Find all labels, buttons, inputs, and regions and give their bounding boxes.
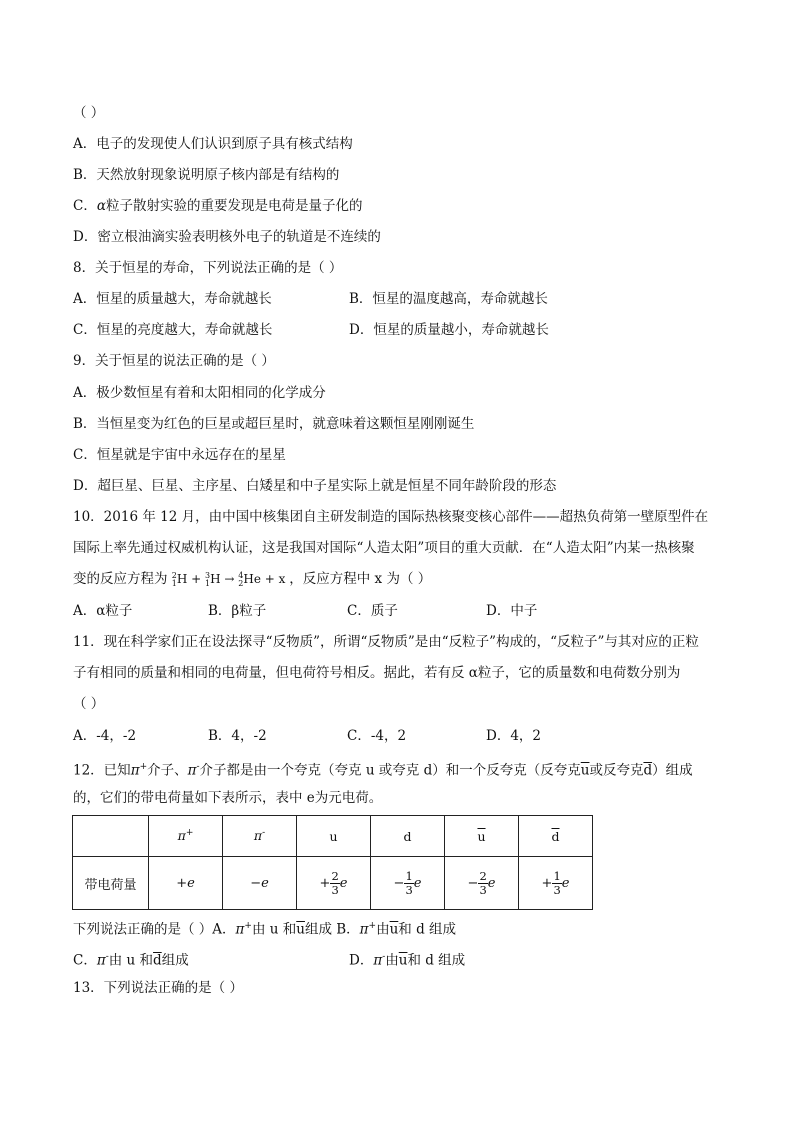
option-b: B．天然放射现象说明原子核内部是有结构的 (73, 167, 340, 183)
table-header-d-bar: $\overline{d}$ (519, 816, 593, 857)
q10-option-a: A．α粒子 (73, 603, 133, 619)
option-a: A．电子的发现使人们认识到原子具有核式结构 (73, 136, 353, 152)
table-header-row (73, 816, 593, 857)
q9-option-c: C．恒星就是宇宙中永远存在的星星 (73, 447, 286, 463)
question-11-line-1: 11．现在科学家们正在设法探寻“反物质”，所谓“反物质”是由“反粒子”构成的，“反粒子”与其对应的正粒 (73, 634, 699, 650)
helium: 4 2 He (238, 570, 261, 588)
question-11-line-2: 子有相同的质量和相同的电荷量，但电荷符号相反。据此，若有反 α粒子，它的质量数和电荷数分别为 (73, 665, 681, 681)
q9-option-d: D．超巨星、巨星、主序星、白矮星和中子星实际上就是恒星不同年龄阶段的形态 (73, 478, 557, 494)
table-header-pi-plus: π+ (149, 816, 223, 857)
table-header-u: u (297, 816, 371, 857)
q8-option-d: D．恒星的质量越小，寿命就越长 (349, 322, 549, 338)
option-c-text: 粒子散射实验的重要发现是电荷是量子化的 (105, 198, 363, 214)
question-12-line-1: 12．已知π+介子、π-介子都是由一个夸克（夸克 u 或夸克 d）和一个反夸克（反夸克$\overline{u}$或反夸克$\overline{d}$）组成 (73, 762, 693, 779)
question-12-line-2: 的，它们的带电荷量如下表所示，表中 e为元电荷。 (73, 790, 383, 806)
table-header-pi-minus: π- (223, 816, 297, 857)
table-row (73, 857, 593, 910)
q12-option-c: C．π-由 u 和$\overline{d}$组成 (73, 952, 189, 969)
charge-pi-minus: −e (223, 857, 297, 910)
question-10-line-3 (73, 570, 431, 588)
q12-option-d: D．π-由$\overline{u}$和 d 组成 (349, 952, 466, 969)
option-c-prefix: C． (73, 198, 97, 214)
question-11-line-3: （ ） (73, 696, 105, 712)
charge-pi-plus: +e (149, 857, 223, 910)
charge-table (72, 815, 593, 910)
question-10-line-2: 国际上率先通过权威机构认证，这是我国对国际“人造太阳”项目的重大贡献．在“人造太阳”内某一热核聚 (73, 540, 695, 556)
q11-option-b: B．4，-2 (208, 728, 267, 744)
q10-option-b: B．β粒子 (208, 603, 267, 619)
table-header-d: d (371, 816, 445, 857)
charge-u-bar: − $\frac{2}{3}$ e (445, 857, 519, 910)
q8-option-b: B．恒星的温度越高，寿命就越长 (349, 291, 548, 307)
q11-option-d: D．4，2 (486, 728, 542, 744)
option-c (73, 197, 362, 215)
q9-option-b: B．当恒星变为红色的巨星或超巨星时，就意味着这颗恒星刚刚诞生 (73, 416, 475, 432)
q12-options-ab: 下列说法正确的是（ ）A．π+由 u 和$\overline{u}$组成 B．π+由$\overline{u}$和 d 组成 (73, 921, 457, 938)
deuterium: 2 1 H (171, 570, 188, 588)
table-row-label: 带电荷量 (73, 857, 149, 910)
q8-option-c: C．恒星的亮度越大，寿命就越长 (73, 322, 273, 338)
q11-option-c: C．-4，2 (347, 728, 407, 744)
q10-option-d: D．中子 (486, 603, 538, 619)
charge-u: + $\frac{2}{3}$ e (297, 857, 371, 910)
alpha-symbol: α (96, 198, 106, 214)
question-9: 9．关于恒星的说法正确的是（ ） (73, 353, 275, 369)
option-d: D．密立根油滴实验表明核外电子的轨道是不连续的 (73, 229, 381, 245)
reaction-equation: 2 1 H + 3 1 H → 4 2 He + x (171, 570, 286, 588)
line-blank-parens: （ ） (73, 105, 105, 121)
charge-d: − $\frac{1}{3}$ e (371, 857, 445, 910)
q10-option-c: C．质子 (347, 603, 398, 619)
table-header-empty (73, 816, 149, 857)
question-10-line-1: 10．2016 年 12 月，由中国中核集团自主研发制造的国际热核聚变核心部件——超热负荷第一壁原型件在 (73, 509, 709, 525)
q10-lead: 变的反应方程为 (73, 571, 168, 587)
table-header-u-bar: $\overline{u}$ (445, 816, 519, 857)
q9-option-a: A．极少数恒星有着和太阳相同的化学成分 (73, 385, 326, 401)
q10-tail: ，反应方程中 x 为（ ） (289, 571, 432, 587)
charge-d-bar: + $\frac{1}{3}$ e (519, 857, 593, 910)
question-13: 13．下列说法正确的是（ ） (73, 980, 243, 996)
question-8: 8．关于恒星的寿命，下列说法正确的是（ ） (73, 260, 343, 276)
q8-option-a: A．恒星的质量越大，寿命就越长 (73, 291, 272, 307)
tritium: 3 1 H (205, 570, 221, 588)
q11-option-a: A．-4，-2 (73, 728, 137, 744)
